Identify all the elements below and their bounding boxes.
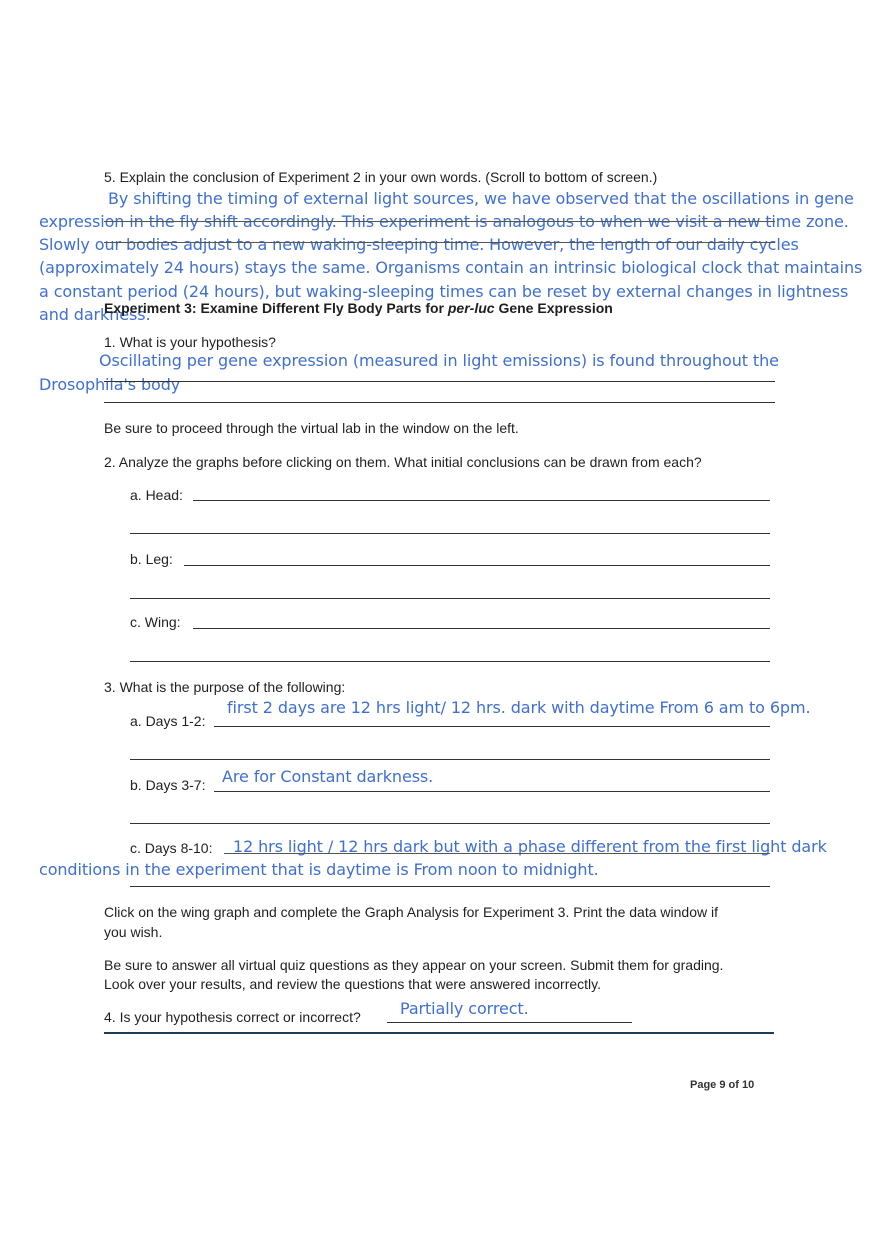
instruction-line-2: you wish. — [104, 924, 163, 940]
q5-answer-line-2: expression in the fly shift accordingly. This experiment is analogous to when we visit a new time zone. — [39, 212, 849, 231]
q5-answer-line-1: By shifting the timing of external light sources, we have observed that the oscillations in gene — [108, 189, 854, 208]
q2-head-line-2[interactable] — [130, 533, 770, 534]
q2-prompt: 2. Analyze the graphs before clicking on them. What initial conclusions can be drawn from each? — [104, 454, 702, 470]
q5-answer-line-5: a constant period (24 hours), but waking-sleeping times can be reset by external changes in lightness — [39, 282, 849, 301]
q2-head-line-1[interactable] — [193, 500, 770, 501]
q3-days-3-7-line-1 — [214, 791, 770, 792]
proceed-text: Be sure to proceed through the virtual lab in the window on the left. — [104, 420, 519, 436]
q2-leg-line-1[interactable] — [184, 565, 770, 566]
q5-answer-line-6: and darkness. — [39, 305, 151, 324]
q5-answer-line-3: Slowly our bodies adjust to a new waking-sleeping time. However, the length of our daily cycles — [39, 235, 799, 254]
q3-days-8-10-line-2 — [130, 886, 770, 887]
instruction-line-1: Click on the wing graph and complete the Graph Analysis for Experiment 3. Print the data window if — [104, 904, 718, 920]
q1-answer-line-1: Oscillating per gene expression (measured in light emissions) is found throughout the — [99, 351, 779, 370]
q3-days-3-7-line-2[interactable] — [130, 823, 770, 824]
q3-days-1-2-line-1 — [214, 726, 770, 727]
q3-prompt: 3. What is the purpose of the following: — [104, 679, 346, 695]
q2-head-label: a. Head: — [130, 487, 183, 503]
q5-answer-line-4: (approximately 24 hours) stays the same. Organisms contain an intrinsic biological clock that maintains — [39, 258, 863, 277]
q2-leg-line-2[interactable] — [130, 598, 770, 599]
q1-line-1 — [104, 381, 775, 382]
q3-days-3-7-answer: Are for Constant darkness. — [222, 767, 434, 786]
q4-prompt: 4. Is your hypothesis correct or incorrect? — [104, 1009, 361, 1025]
q1-prompt: 1. What is your hypothesis? — [104, 334, 276, 350]
q2-wing-label: c. Wing: — [130, 614, 181, 630]
q2-wing-line-1[interactable] — [193, 628, 770, 629]
q3-days-1-2-answer: first 2 days are 12 hrs light/ 12 hrs. dark with daytime From 6 am to 6pm. — [227, 698, 811, 717]
q1-line-2 — [104, 402, 775, 403]
q3-days-8-10-label: c. Days 8-10: — [130, 840, 213, 856]
q3-days-8-10-line-1 — [224, 853, 770, 854]
q1-answer-line-2: Drosophila's body — [39, 375, 181, 394]
q3-days-3-7-label: b. Days 3-7: — [130, 777, 206, 793]
q4-answer-line — [387, 1022, 632, 1023]
q4-answer: Partially correct. — [400, 999, 529, 1018]
q3-days-8-10-answer-cont: conditions in the experiment that is daytime is From noon to midnight. — [39, 860, 599, 879]
q5-prompt: 5. Explain the conclusion of Experiment 2 in your own words. (Scroll to bottom of screen.) — [104, 169, 658, 185]
bottom-rule — [104, 1032, 774, 1034]
q3-days-1-2-line-2[interactable] — [130, 759, 770, 760]
q2-leg-label: b. Leg: — [130, 551, 173, 567]
q3-days-8-10-answer: 12 hrs light / 12 hrs dark but with a phase different from the first light dark — [233, 837, 827, 856]
experiment-3-heading: Experiment 3: Examine Different Fly Body Parts for per-luc Gene Expression — [104, 300, 613, 316]
q5-line-1 — [104, 221, 775, 222]
instruction-line-3: Be sure to answer all virtual quiz questions as they appear on your screen. Submit them for grading. — [104, 957, 724, 973]
instruction-line-4: Look over your results, and review the questions that were answered incorrectly. — [104, 976, 601, 992]
page-number: Page 9 of 10 — [690, 1079, 755, 1091]
q3-days-1-2-label: a. Days 1-2: — [130, 713, 206, 729]
q2-wing-line-2[interactable] — [130, 661, 770, 662]
q5-line-2 — [104, 242, 775, 243]
